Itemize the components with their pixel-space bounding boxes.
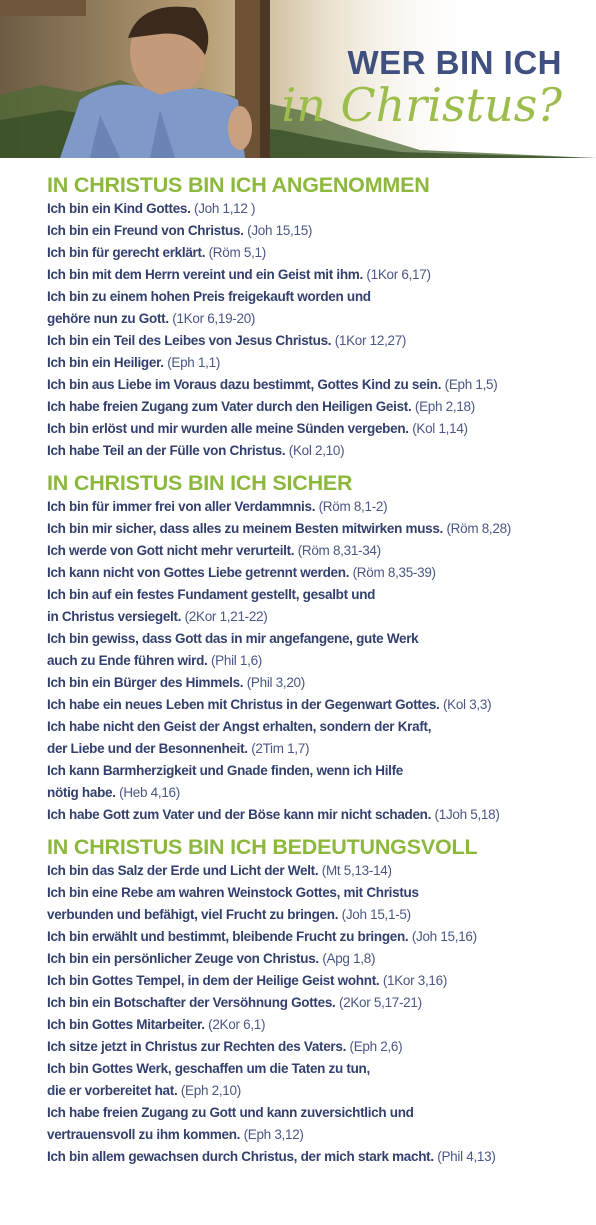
statement-list xyxy=(47,496,586,826)
bible-reference: (Heb 4,16) xyxy=(119,785,180,800)
statement-text: Ich bin ein Kind Gottes. xyxy=(47,201,191,216)
section-sicher xyxy=(47,470,586,826)
statement-line xyxy=(47,330,586,352)
bible-reference: (2Kor 1,21-22) xyxy=(184,609,268,624)
statement-list xyxy=(47,860,586,1168)
statement-line xyxy=(47,352,586,374)
bible-reference: (Joh 15,1-5) xyxy=(341,907,411,922)
bible-reference: (2Kor 5,17-21) xyxy=(338,995,422,1010)
statement-text: die er vorbereitet hat. xyxy=(47,1083,178,1098)
section-bedeutungsvoll xyxy=(47,834,586,1168)
statement-text: vertrauensvoll zu ihm kommen. xyxy=(47,1127,241,1142)
statement-line xyxy=(47,540,586,562)
bible-reference: (Röm 8,31-34) xyxy=(297,543,381,558)
statement-line xyxy=(47,1036,586,1058)
bible-reference: (1Kor 3,16) xyxy=(382,973,448,988)
bible-reference: (Phil 1,6) xyxy=(210,653,262,668)
statement-text: Ich bin Gottes Werk, geschaffen um die Taten zu tun, xyxy=(47,1061,370,1076)
statement-line xyxy=(47,198,586,220)
bible-reference: (Röm 8,1-2) xyxy=(318,499,388,514)
bible-reference: (1Kor 6,17) xyxy=(366,267,431,282)
statement-line xyxy=(47,374,586,396)
statement-text: in Christus versiegelt. xyxy=(47,609,182,624)
statement-text: Ich habe Teil an der Fülle von Christus. xyxy=(47,443,286,458)
statement-line xyxy=(47,970,586,992)
section-angenommen xyxy=(47,172,586,462)
bible-reference: (Eph 2,18) xyxy=(414,399,475,414)
statement-line xyxy=(47,418,586,440)
bible-reference: (Joh 1,12 ) xyxy=(194,201,256,216)
statement-text: nötig habe. xyxy=(47,785,116,800)
statement-text: Ich habe freien Zugang zu Gott und kann zuversichtlich und xyxy=(47,1105,414,1120)
statement-text: Ich bin auf ein festes Fundament gestellt, gesalbt und xyxy=(47,587,376,602)
statement-line xyxy=(47,1080,586,1102)
statement-line xyxy=(47,1058,586,1080)
statement-text: Ich bin ein Botschafter der Versöhnung Gottes. xyxy=(47,995,336,1010)
bible-reference: (Phil 3,20) xyxy=(246,675,305,690)
content xyxy=(47,172,586,1176)
statement-text: Ich bin ein Bürger des Himmels. xyxy=(47,675,244,690)
statement-line xyxy=(47,606,586,628)
statement-text: Ich bin erwählt und bestimmt, bleibende Frucht zu bringen. xyxy=(47,929,409,944)
bible-reference: (Kol 1,14) xyxy=(412,421,468,436)
statement-line xyxy=(47,584,586,606)
statement-line xyxy=(47,1124,586,1146)
statement-line xyxy=(47,882,586,904)
bible-reference: (Apg 1,8) xyxy=(322,951,376,966)
statement-text: Ich bin Gottes Mitarbeiter. xyxy=(47,1017,205,1032)
statement-line xyxy=(47,738,586,760)
bible-reference: (Mt 5,13-14) xyxy=(321,863,392,878)
bible-reference: (1Joh 5,18) xyxy=(434,807,500,822)
bible-reference: (Phil 4,13) xyxy=(437,1149,496,1164)
hero-banner xyxy=(0,0,596,158)
statement-text: Ich bin gewiss, dass Gott das in mir angefangene, gute Werk xyxy=(47,631,419,646)
statement-text: Ich bin mir sicher, dass alles zu meinem Besten mitwirken muss. xyxy=(47,521,444,536)
statement-text: Ich bin für immer frei von aller Verdammnis. xyxy=(47,499,316,514)
statement-text: Ich bin aus Liebe im Voraus dazu bestimmt, Gottes Kind zu sein. xyxy=(47,377,442,392)
statement-line xyxy=(47,286,586,308)
statement-text: Ich kann Barmherzigkeit und Gnade finden, wenn ich Hilfe xyxy=(47,763,404,778)
statement-text: Ich bin für gerecht erklärt. xyxy=(47,245,206,260)
statement-line xyxy=(47,672,586,694)
statement-text: gehöre nun zu Gott. xyxy=(47,311,169,326)
statement-line xyxy=(47,992,586,1014)
statement-text: Ich bin ein Heiliger. xyxy=(47,355,164,370)
statement-text: Ich bin ein Freund von Christus. xyxy=(47,223,244,238)
bible-reference: (Eph 1,5) xyxy=(444,377,498,392)
statement-line xyxy=(47,220,586,242)
section-heading: IN CHRISTUS BIN ICH SICHER xyxy=(47,471,353,495)
statement-text: Ich habe Gott zum Vater und der Böse kann mir nicht schaden. xyxy=(47,807,432,822)
statement-text: verbunden und befähigt, viel Frucht zu bringen. xyxy=(47,907,339,922)
statement-text: Ich habe nicht den Geist der Angst erhalten, sondern der Kraft, xyxy=(47,719,432,734)
statement-line xyxy=(47,264,586,286)
statement-text: Ich bin mit dem Herrn vereint und ein Geist mit ihm. xyxy=(47,267,363,282)
statement-line xyxy=(47,628,586,650)
statement-line xyxy=(47,804,586,826)
bible-reference: (Eph 3,12) xyxy=(243,1127,304,1142)
statement-text: Ich habe freien Zugang zum Vater durch den Heiligen Geist. xyxy=(47,399,412,414)
bible-reference: (Eph 2,10) xyxy=(180,1083,241,1098)
bible-reference: (Eph 1,1) xyxy=(167,355,221,370)
bible-reference: (1Kor 6,19-20) xyxy=(172,311,256,326)
statement-text: Ich sitze jetzt in Christus zur Rechten des Vaters. xyxy=(47,1039,347,1054)
statement-text: Ich kann nicht von Gottes Liebe getrennt werden. xyxy=(47,565,350,580)
statement-line xyxy=(47,760,586,782)
statement-text: auch zu Ende führen wird. xyxy=(47,653,208,668)
statement-line xyxy=(47,948,586,970)
statement-line xyxy=(47,242,586,264)
page-title: WER BIN ICH xyxy=(347,44,562,81)
statement-text: der Liebe und der Besonnenheit. xyxy=(47,741,248,756)
statement-line xyxy=(47,562,586,584)
statement-text: Ich bin eine Rebe am wahren Weinstock Gottes, mit Christus xyxy=(47,885,419,900)
statement-line xyxy=(47,440,586,462)
statement-text: Ich bin allem gewachsen durch Christus, der mich stark macht. xyxy=(47,1149,434,1164)
section-heading: IN CHRISTUS BIN ICH BEDEUTUNGSVOLL xyxy=(47,835,478,859)
statement-line xyxy=(47,716,586,738)
statement-text: Ich bin Gottes Tempel, in dem der Heilige Geist wohnt. xyxy=(47,973,380,988)
bible-reference: (Eph 2,6) xyxy=(349,1039,403,1054)
statement-text: Ich bin zu einem hohen Preis freigekauft worden und xyxy=(47,289,371,304)
bible-reference: (Joh 15,16) xyxy=(411,929,477,944)
bible-reference: (Röm 8,28) xyxy=(446,521,511,536)
statement-text: Ich bin erlöst und mir wurden alle meine Sünden vergeben. xyxy=(47,421,409,436)
statement-line xyxy=(47,1102,586,1124)
bible-reference: (1Kor 12,27) xyxy=(334,333,407,348)
statement-text: Ich habe ein neues Leben mit Christus in der Gegenwart Gottes. xyxy=(47,697,440,712)
statement-line xyxy=(47,694,586,716)
bible-reference: (Röm 8,35-39) xyxy=(352,565,436,580)
statement-line xyxy=(47,1146,586,1168)
statement-line xyxy=(47,1014,586,1036)
section-heading: IN CHRISTUS BIN ICH ANGENOMMEN xyxy=(47,173,430,197)
statement-line xyxy=(47,308,586,330)
page-subtitle-script: in Christus? xyxy=(281,78,562,132)
statement-line xyxy=(47,926,586,948)
bible-reference: (2Kor 6,1) xyxy=(208,1017,266,1032)
bible-reference: (Kol 3,3) xyxy=(442,697,492,712)
bible-reference: (Joh 15,15) xyxy=(247,223,313,238)
statement-line xyxy=(47,518,586,540)
statement-text: Ich werde von Gott nicht mehr verurteilt. xyxy=(47,543,295,558)
statement-line xyxy=(47,860,586,882)
statement-line xyxy=(47,904,586,926)
statement-text: Ich bin ein persönlicher Zeuge von Christus. xyxy=(47,951,319,966)
statement-line xyxy=(47,396,586,418)
bible-reference: (2Tim 1,7) xyxy=(251,741,310,756)
bible-reference: (Röm 5,1) xyxy=(208,245,266,260)
statement-line xyxy=(47,650,586,672)
statement-text: Ich bin ein Teil des Leibes von Jesus Christus. xyxy=(47,333,332,348)
statement-list xyxy=(47,198,586,462)
statement-line xyxy=(47,782,586,804)
statement-line xyxy=(47,496,586,518)
statement-text: Ich bin das Salz der Erde und Licht der Welt. xyxy=(47,863,319,878)
bible-reference: (Kol 2,10) xyxy=(288,443,345,458)
